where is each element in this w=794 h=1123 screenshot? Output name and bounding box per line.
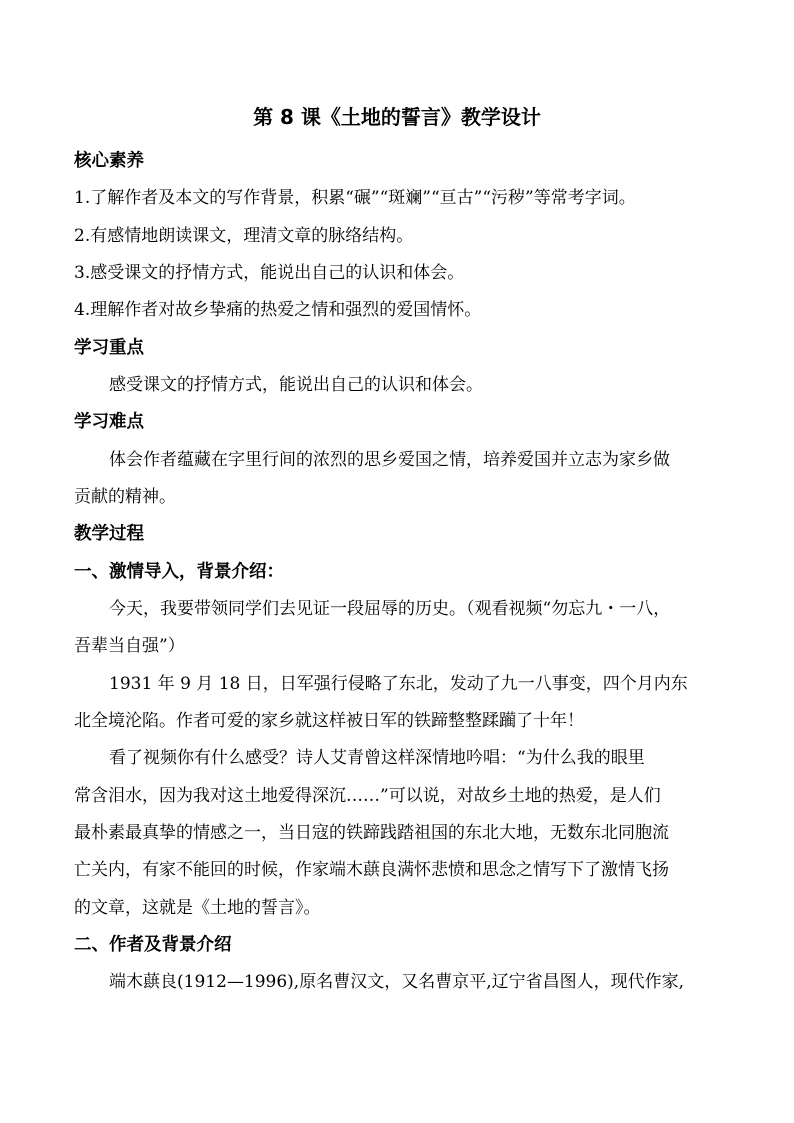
part1-p2-line-1: 1931 年 9 月 18 日，日军强行侵略了东北，发动了九一八事变，四个月内东 (109, 674, 688, 694)
difficulty-line-1: 体会作者蕴藏在字里行间的浓烈的思乡爱国之情，培养爱国并立志为家乡做 (109, 450, 670, 470)
part1-p3-line-1: 看了视频你有什么感受？诗人艾青曾这样深情地吟唱：“为什么我的眼里 (109, 748, 645, 768)
core-item-1: 1.了解作者及本文的写作背景，积累“碾”“斑斓”“亘古”“污秽”等常考字词。 (74, 188, 636, 208)
core-item-4: 4.理解作者对故乡挚痛的热爱之情和强烈的爱国情怀。 (74, 300, 482, 320)
core-item-2: 2.有感情地朗读课文，理清文章的脉络结构。 (74, 226, 414, 246)
heading-part2: 二、作者及背景介绍 (74, 935, 232, 955)
part1-p1-line-1: 今天，我要带领同学们去见证一段屈辱的历史。（观看视频“勿忘九・一八， (109, 599, 671, 619)
part1-p3-line-2: 常含泪水，因为我对这土地爱得深沉……”可以说，对故乡土地的热爱，是人们 (74, 786, 661, 806)
heading-part1: 一、激情导入，背景介绍： (74, 562, 284, 582)
difficulty-line-2: 贡献的精神。 (74, 487, 176, 507)
heading-process: 教学过程 (74, 524, 144, 544)
heading-difficulty: 学习难点 (74, 412, 144, 432)
part2-p1-line-1: 端木蕻良(1912—1996),原名曹汉文，又名曹京平,辽宁省昌图人，现代作家, (109, 972, 685, 992)
key-text: 感受课文的抒情方式，能说出自己的认识和体会。 (109, 375, 483, 395)
part1-p2-line-2: 北全境沦陷。作者可爱的家乡就这样被日军的铁蹄整整蹂躏了十年！ (74, 711, 584, 731)
part1-p3-line-5: 的文章，这就是《土地的誓言》。 (74, 898, 321, 918)
document-title: 第 8 课《土地的誓言》教学设计 (253, 105, 541, 129)
heading-core: 核心素养 (74, 151, 144, 171)
core-item-3: 3.感受课文的抒情方式，能说出自己的认识和体会。 (74, 263, 465, 283)
heading-key: 学习重点 (74, 338, 144, 358)
part1-p1-line-2: 吾辈当自强”） (74, 636, 185, 656)
part1-p3-line-3: 最朴素最真挚的情感之一，当日寇的铁蹄践踏祖国的东北大地，无数东北同胞流 (74, 823, 669, 843)
part1-p3-line-4: 亡关内，有家不能回的时候，作家端木蕻良满怀悲愤和思念之情写下了激情飞扬 (74, 860, 669, 880)
